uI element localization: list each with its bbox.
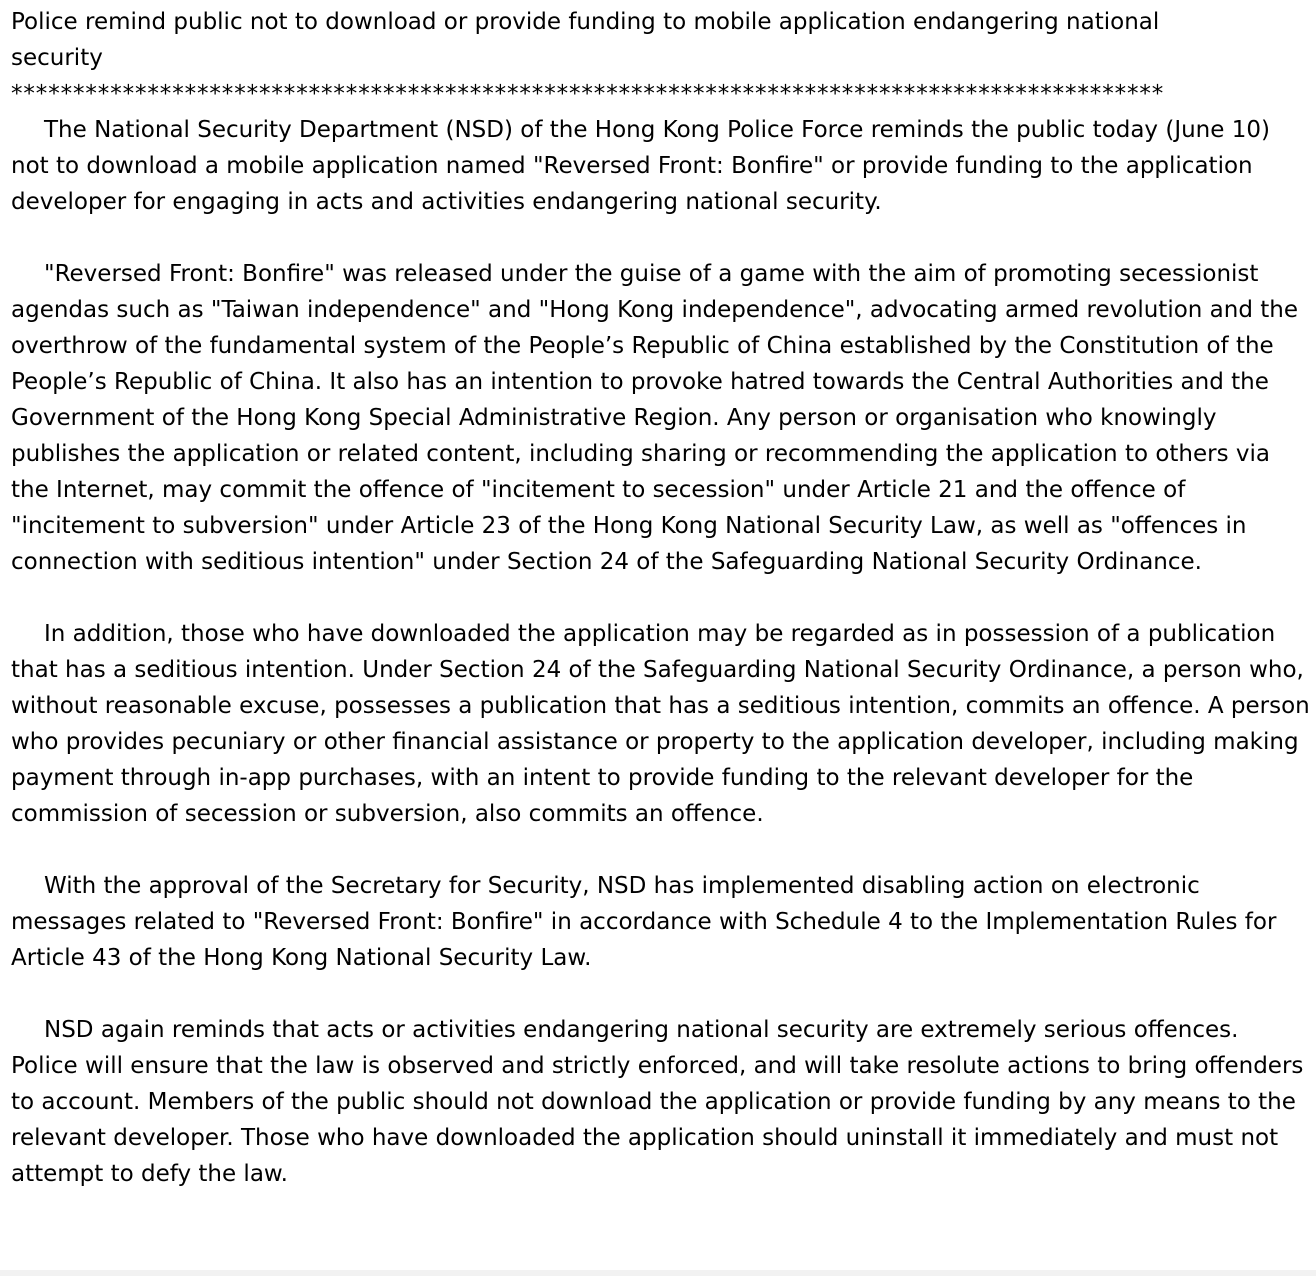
paragraph-disabling-action: With the approval of the Secretary for Security, NSD has implemented disabling action on electronic messages related to "Reversed Front: Bonfire" in accordance with Schedule 4 to the Implementation Rules for Article 43 of the Hong Kong National Security Law. xyxy=(11,873,1277,971)
press-release xyxy=(11,4,1311,1192)
page-title: Police remind public not to download or provide funding to mobile application endangering national security xyxy=(11,9,1160,71)
paragraph-possession-offence: In addition, those who have downloaded the application may be regarded as in possession of a publication that has a seditious intention. Under Section 24 of the Safeguarding National Security Ordinance, a person who, without reasonable excuse, possesses a publication that has a seditious intention, commits an offence. A person who provides pecuniary or other financial assistance or property to the application developer, including making payment through in-app purchases, with an intent to provide funding to the relevant developer for the commission of secession or subversion, also commits an offence. xyxy=(11,621,1310,827)
paragraph-intro: The National Security Department (NSD) of the Hong Kong Police Force reminds the public today (June 10) not to download a mobile application named "Reversed Front: Bonfire" or provide funding to the application developer for engaging in acts and activities endangering national security. xyxy=(11,117,1270,215)
paragraph-reminder: NSD again reminds that acts or activities endangering national security are extremely serious offences. Police will ensure that the law is observed and strictly enforced, and will take resolute actions to bring offenders to account. Members of the public should not download the application or provide funding by any means to the relevant developer. Those who have downloaded the application should uninstall it immediately and must not attempt to defy the law. xyxy=(11,1017,1304,1187)
paragraph-app-description: "Reversed Front: Bonfire" was released under the guise of a game with the aim of promoting secessionist agendas such as "Taiwan independence" and "Hong Kong independence", advocating armed revolution and the overthrow of the fundamental system of the People’s Republic of China established by the Constitution of the People’s Republic of China. It also has an intention to provoke hatred towards the Central Authorities and the Government of the Hong Kong Special Administrative Region. Any person or organisation who knowingly publishes the application or related content, including sharing or recommending the application to others via the Internet, may commit the offence of "incitement to secession" under Article 21 and the offence of "incitement to subversion" under Article 23 of the Hong Kong National Security Law, as well as "offences in connection with seditious intention" under Section 24 of the Safeguarding National Security Ordinance. xyxy=(11,261,1299,575)
asterisk-separator: ********************************************************************************************* xyxy=(11,81,1165,107)
article-body xyxy=(11,112,1311,1192)
bottom-edge xyxy=(0,1270,1316,1276)
